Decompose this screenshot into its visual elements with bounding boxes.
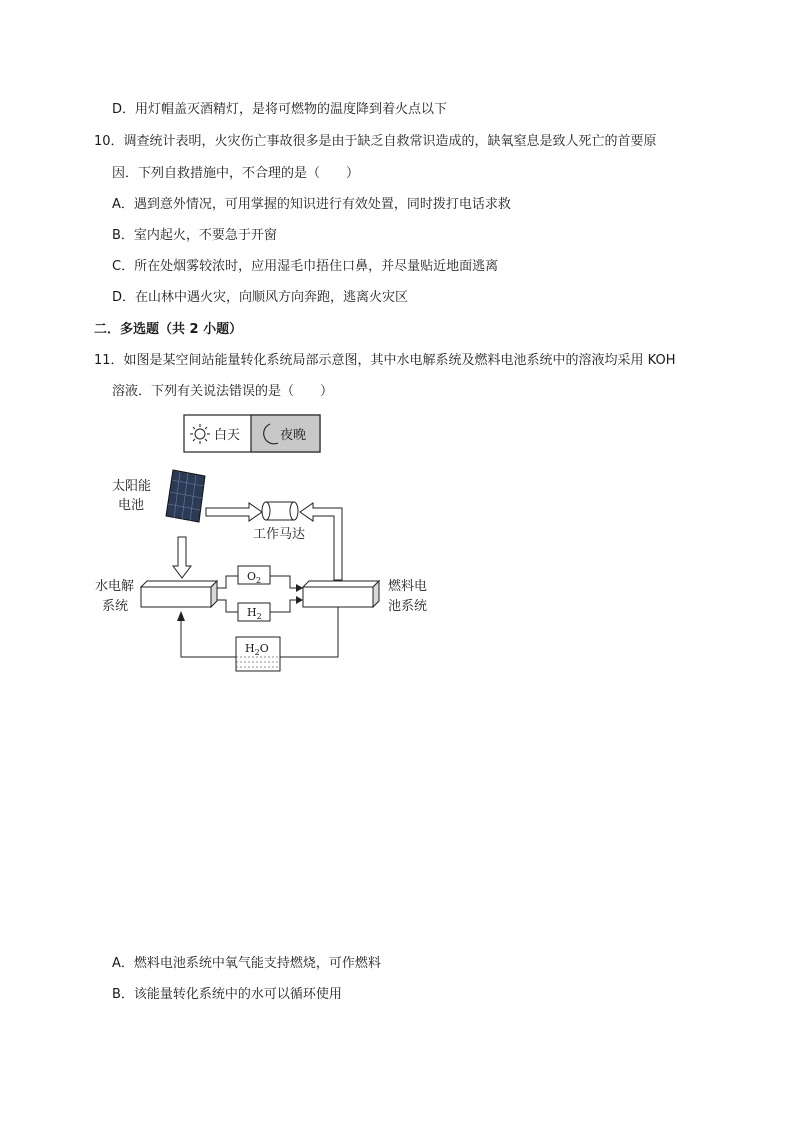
arrow-fuelcell-to-motor [300,503,342,580]
h2-label: $H_2$ [247,606,262,621]
solar-label-line2: 电池 [118,498,145,513]
legend [184,415,320,452]
h2o-label: $H_2O$ [245,642,269,657]
electrolysis-system-box [141,581,217,607]
q11-option-a: A．燃料电池系统中氧气能支持燃烧，可作燃料 [112,956,381,971]
q10-option-b: B．室内起火，不要急于开窗 [112,228,277,243]
arrow-solar-to-electrolysis [173,537,191,578]
q11-option-b: B．该能量转化系统中的水可以循环使用 [112,987,342,1002]
legend-day-label: 白天 [214,428,241,443]
electrolysis-label-line1: 水电解 [95,579,135,594]
solar-label-line1: 太阳能 [112,479,152,494]
fuelcell-label-line1: 燃料电 [388,579,428,594]
fuel-cell-system-box [303,581,379,607]
legend-night-label: 夜晚 [280,428,307,443]
motor-label: 工作马达 [253,527,306,542]
motor-icon [262,502,298,520]
q11-stem-line1: 11．如图是某空间站能量转化系统局部示意图，其中水电解系统及燃料电池系统中的溶液均采用 KOH [94,353,676,368]
q10-option-c: C．所在处烟雾较浓时，应用湿毛巾捂住口鼻，并尽量贴近地面逃离 [112,259,499,274]
fuelcell-label-line2: 池系统 [388,599,428,614]
electrolysis-label-line2: 系统 [102,599,129,614]
o2-label: $O_2$ [247,570,262,585]
q11-stem-line2: 溶液．下列有关说法错误的是（ ） [112,384,334,399]
solar-panel-icon [166,470,205,522]
arrow-solar-to-motor [206,503,262,521]
q10-option-d: D．在山林中遇火灾，向顺风方向奔跑，逃离火灾区 [112,290,409,305]
section-heading: 二．多选题（共 2 小题） [94,322,243,337]
q10-option-a: A．遇到意外情况，可用掌握的知识进行有效处置，同时拨打电话求救 [112,197,511,212]
q9-option-d: D．用灯帽盖灭酒精灯，是将可燃物的温度降到着火点以下 [112,102,448,117]
q10-stem-line2: 因．下列自救措施中，不合理的是（ ） [112,166,360,181]
q10-stem-line1: 10．调查统计表明，火灾伤亡事故很多是由于缺乏自救常识造成的，缺氧窒息是致人死亡的首要原 [94,134,657,149]
